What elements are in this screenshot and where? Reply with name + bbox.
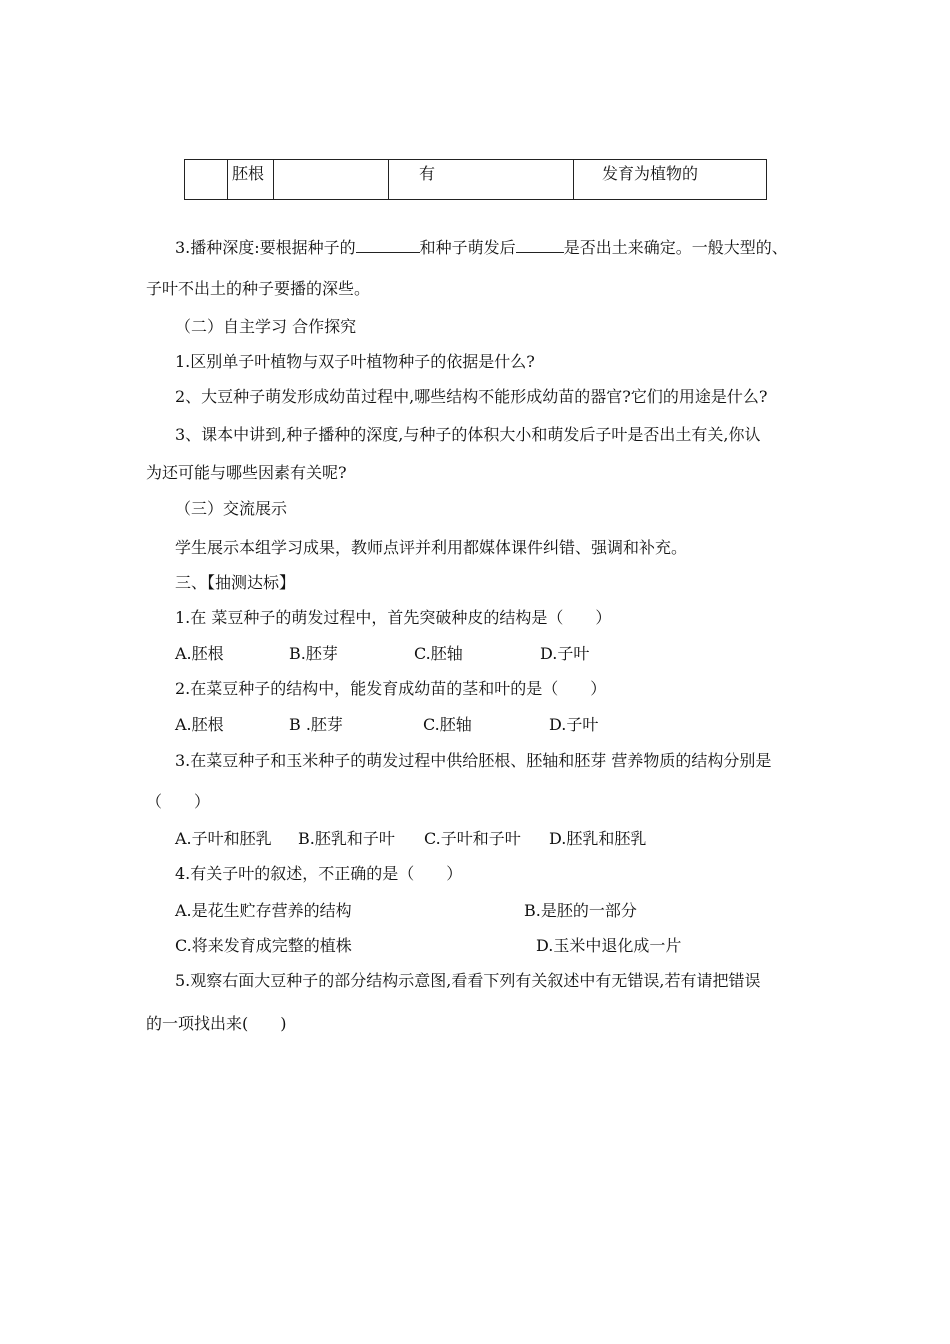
option-d: D.子叶	[549, 715, 599, 734]
option-d: D.子叶	[540, 644, 590, 663]
option-a: A.胚根	[175, 715, 224, 734]
test-question-5-line2: 的一项找出来( )	[146, 1014, 287, 1033]
text-segment: 3.播种深度:要根据种子的	[175, 238, 356, 257]
question-2: 2、大豆种子萌发形成幼苗过程中,哪些结构不能形成幼苗的器官?它们的用途是什么?	[175, 387, 768, 406]
option-c: C.将来发育成完整的植株	[175, 936, 352, 955]
option-a: A.子叶和胚乳	[175, 829, 272, 848]
fill-blank	[356, 236, 420, 253]
seed-structure-table	[184, 159, 767, 200]
table-cell	[185, 160, 228, 200]
test-question-1: 1.在 菜豆种子的萌发过程中，首先突破种皮的结构是（ ）	[175, 608, 612, 627]
question-1: 1.区别单子叶植物与双子叶植物种子的依据是什么?	[175, 352, 535, 371]
test-question-3-line2: （ ）	[146, 792, 211, 811]
text-segment: 和种子萌发后	[419, 238, 516, 257]
test-question-4-options-row1	[175, 900, 775, 922]
option-b: B.胚乳和子叶	[298, 829, 395, 848]
test-question-4-options-row2	[175, 935, 775, 957]
fill-blank	[516, 236, 564, 253]
option-d: D.胚乳和胚乳	[549, 829, 647, 848]
option-c: C.子叶和子叶	[424, 829, 521, 848]
question-3-line2: 为还可能与哪些因素有关呢?	[146, 463, 347, 482]
option-b: B.胚芽	[289, 644, 338, 663]
section-heading-exchange: （三）交流展示	[175, 499, 288, 518]
text-segment: 是否出土来确定。一般大型的、	[563, 238, 788, 257]
planting-depth-line2: 子叶不出土的种子要播的深些。	[146, 279, 371, 298]
option-a: A.是花生贮存营养的结构	[175, 901, 352, 920]
section-heading-self-study: （二）自主学习 合作探究	[175, 317, 357, 336]
table-cell: 有	[389, 160, 574, 200]
exchange-text: 学生展示本组学习成果，教师点评并利用都媒体课件纠错、强调和补充。	[175, 538, 688, 557]
option-d: D.玉米中退化成一片	[536, 936, 682, 955]
test-question-2: 2.在菜豆种子的结构中，能发育成幼苗的茎和叶的是（ ）	[175, 679, 607, 698]
test-question-4: 4.有关子叶的叙述，不正确的是（ ）	[175, 864, 463, 883]
test-question-3-line1: 3.在菜豆种子和玉米种子的萌发过程中供给胚根、胚轴和胚芽 营养物质的结构分别是	[175, 751, 772, 770]
section-heading-test: 三、【抽测达标】	[175, 573, 296, 592]
option-a: A.胚根	[175, 644, 224, 663]
question-3-line1: 3、课本中讲到,种子播种的深度,与种子的体积大小和萌发后子叶是否出土有关,你认	[175, 425, 761, 444]
planting-depth-line1	[175, 236, 788, 259]
table-row	[185, 160, 767, 200]
option-b: B.是胚的一部分	[524, 901, 637, 920]
table-cell: 胚根	[228, 160, 274, 200]
option-b: B .胚芽	[289, 715, 343, 734]
test-question-2-options	[175, 714, 775, 736]
test-question-1-options	[175, 643, 775, 665]
table-cell	[274, 160, 389, 200]
option-c: C.胚轴	[423, 715, 472, 734]
option-c: C.胚轴	[414, 644, 463, 663]
test-question-5-line1: 5.观察右面大豆种子的部分结构示意图,看看下列有关叙述中有无错误,若有请把错误	[175, 971, 761, 990]
table-cell: 发育为植物的	[574, 160, 767, 200]
test-question-3-options	[175, 828, 775, 850]
